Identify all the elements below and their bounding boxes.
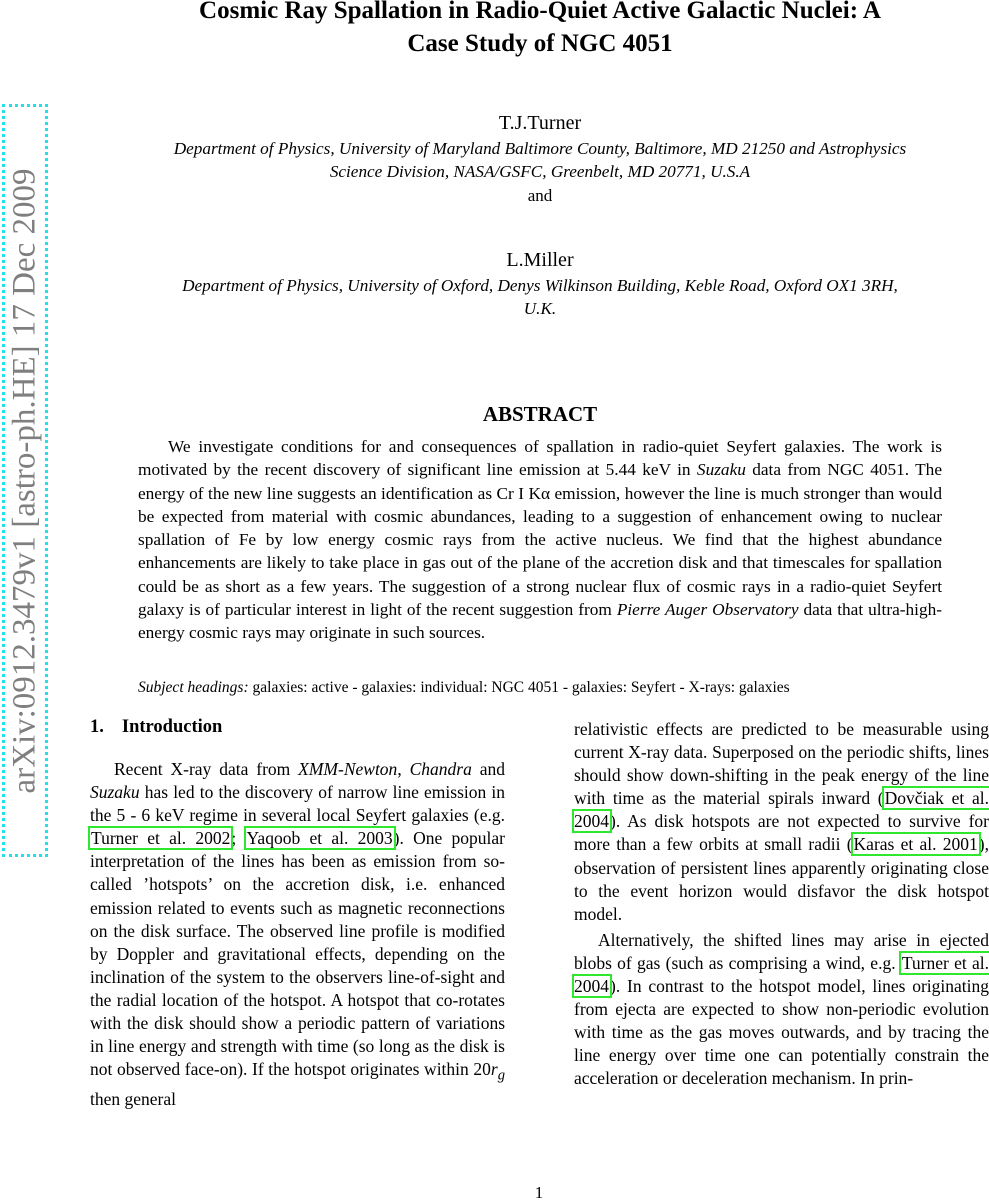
abstract-suzaku: Suzaku	[696, 460, 746, 480]
section-heading	[90, 717, 222, 738]
math-symbol: r	[490, 1059, 498, 1080]
author-block-2	[90, 249, 989, 320]
text-run: ). As disk hotspots are not expected to survive for more than a few orbits at small radii (	[574, 811, 989, 855]
abstract-text-3: data that ultra-high-energy cosmic rays may originate in such sources.	[138, 600, 942, 643]
abstract-body	[138, 435, 942, 645]
subject-label: Subject headings:	[138, 679, 249, 696]
text-run: ). One popular interpretation of the lines has been as emission from so-called ’hotspots’ on the accretion disk, i.e. enhanced emission related to events such as magnetic reconnections on the disk surface. The observed line profile is modified by Doppler and gravitational effects, depending on the inclination of the system to the observers line-of-sight and the radial location of the hotspot. A hotspot that co-rotates with the disk should show a periodic pattern of variations in line energy and strength with time (so long as the disk is not observed face-on). If the hotspot originates within 20	[90, 828, 505, 1080]
author-affiliation-line-2: U.K.	[523, 299, 557, 318]
text-run: Recent X-ray data from	[114, 759, 299, 779]
page-number: 1	[534, 1183, 544, 1202]
text-italic: Chandra	[409, 759, 472, 779]
abstract-auger: Pierre Auger Observatory	[616, 600, 799, 620]
paragraph	[90, 758, 505, 1111]
text-run: ). In contrast to the hotspot model, lines originating from ejecta are expected to show non-periodic evolution with time as the gas moves outwards, and by tracing the line energy over time one can potentially constrain the acceleration or deceleration mechanism. In prin-	[574, 976, 989, 1089]
title-line-2: Case Study of NGC 4051	[407, 30, 673, 57]
abstract-text-1: We investigate conditions for and consequences of spallation in radio-quiet Seyfert galaxies. The work is motivated by the recent discovery of significant line emission at 5.44 keV in	[138, 437, 942, 480]
text-run: Alternatively, the shifted lines may arise in ejected blobs of gas (such as comprising a wind, e.g.	[574, 929, 989, 973]
and-connector: and	[527, 186, 553, 205]
citation-link[interactable]: Dovčiak et al. 2004	[574, 788, 989, 832]
arxiv-stamp[interactable]	[2, 104, 48, 857]
section-title: Introduction	[121, 717, 223, 737]
abstract-heading: ABSTRACT	[482, 402, 598, 426]
section-number: 1.	[90, 717, 104, 737]
text-italic: XMM-Newton	[298, 759, 398, 779]
arxiv-id[interactable]: arXiv:0912.3479v1 [astro-ph.HE] 17 Dec 2009	[6, 167, 43, 794]
math-subscript: g	[497, 1067, 505, 1084]
text-run: and	[471, 759, 505, 779]
author-affiliation-line-1: Department of Physics, University of Oxford, Denys Wilkinson Building, Keble Road, Oxford OX1 3RH,	[182, 276, 898, 295]
citation-link[interactable]: Karas et al. 2001	[853, 834, 978, 855]
text-run: ,	[397, 759, 410, 779]
left-column	[90, 758, 505, 1111]
author-block-1	[90, 112, 989, 206]
text-run: relativistic effects are predicted to be measurable using current X-ray data. Superposed on the periodic shifts, lines should show down-shifting in the peak energy of the line with time as the material spirals inward (	[574, 719, 989, 809]
citation-link[interactable]: Turner et al. 2004	[574, 952, 989, 997]
abstract-text-2: data from NGC 4051. The energy of the new line suggests an identification as Cr I Kα emission, however the line is much stronger than would be expected from material with cosmic abundances, leading to a suggestion of enhancement owing to nuclear spallation of Fe by low energy cosmic rays from the active nucleus. We find that the highest abundance enhancements are likely to take place in gas out of the plane of the accretion disk and that timescales for spallation could be as short as a few years. The suggestion of a strong nuclear flux of cosmic rays in a radio-quiet Seyfert galaxy is of particular interest in light of the recent suggestion from	[138, 460, 942, 620]
paragraph	[574, 718, 989, 926]
citation-link[interactable]: Turner et al. 2002	[91, 828, 231, 849]
text-run: has led to the discovery of narrow line emission in the 5 - 6 keV regime in several local Seyfert galaxies (e.g.	[90, 782, 505, 826]
subject-headings	[138, 679, 948, 697]
author-affiliation-line-1: Department of Physics, University of Maryland Baltimore County, Baltimore, MD 21250 and Astrophysics	[173, 139, 907, 158]
text-run: then general	[90, 1088, 176, 1109]
paper-title	[90, 0, 989, 60]
text-run: ), observation of persistent lines apparently originating close to the event horizon would disfavor the disk hotspot model.	[574, 834, 989, 924]
text-italic: Suzaku	[90, 782, 140, 803]
author-name: L.Miller	[506, 249, 574, 271]
text-run: ;	[231, 828, 246, 849]
citation-link[interactable]: Yaqoob et al. 2003	[246, 828, 393, 849]
subject-text: galaxies: active - galaxies: individual: NGC 4051 - galaxies: Seyfert - X-rays: galaxies	[248, 679, 790, 696]
author-affiliation-line-2: Science Division, NASA/GSFC, Greenbelt, MD 20771, U.S.A	[329, 162, 751, 181]
paragraph	[574, 929, 989, 1091]
author-name: T.J.Turner	[498, 112, 582, 134]
right-column	[574, 718, 989, 1091]
title-line-1: Cosmic Ray Spallation in Radio-Quiet Active Galactic Nuclei: A	[199, 0, 881, 24]
